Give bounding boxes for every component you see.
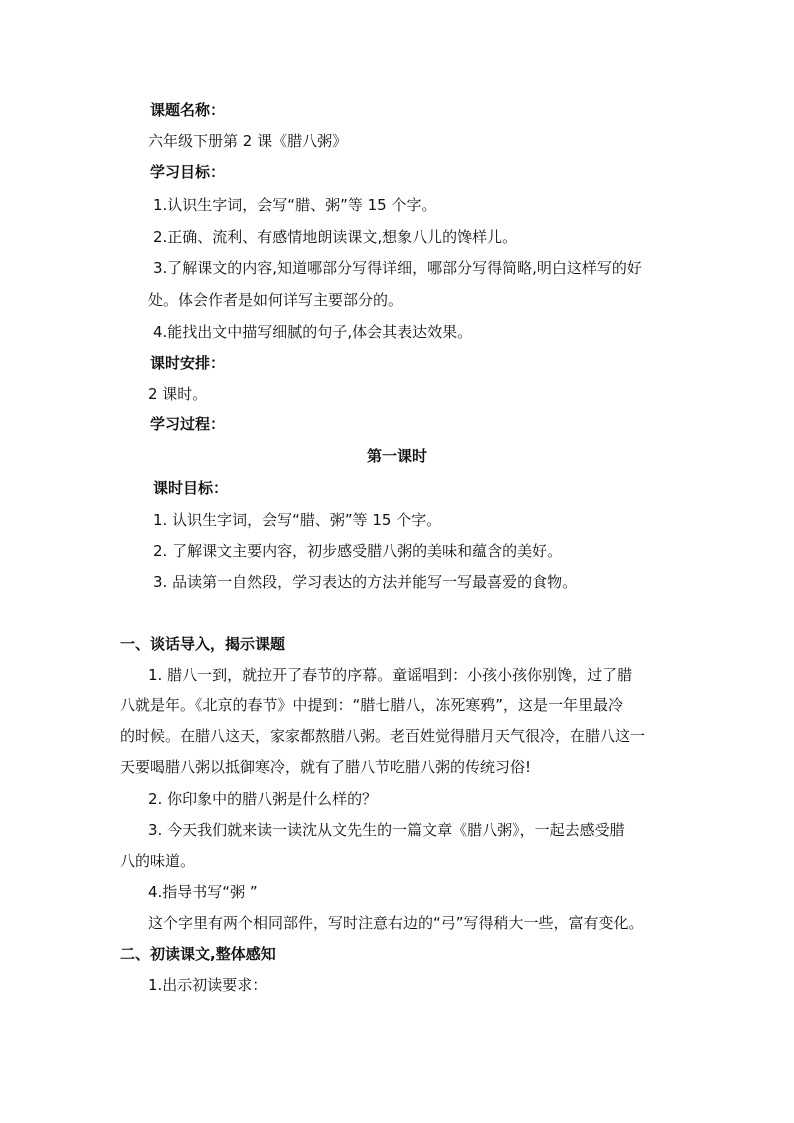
paragraph-line: 3. 今天我们就来读一读沈从文先生的一篇文章《腊八粥》，一起去感受腊	[148, 821, 625, 839]
learning-goal-item: 4.能找出文中描写细腻的句子,体会其表达效果。	[153, 323, 473, 341]
learning-goal-item: 2.正确、流利、有感情地朗读课文,想象八儿的馋样儿。	[153, 228, 518, 246]
paragraph-line: 八就是年。《北京的春节》中提到：“腊七腊八，冻死寒鸦”，这是一年里最冷	[120, 696, 624, 714]
paragraph-line: 4.指导书写“粥 ”	[148, 883, 258, 901]
lesson-goal-item: 1. 认识生字词，会写“腊、粥”等 15 个字。	[153, 511, 442, 529]
schedule-text: 2 课时。	[148, 385, 208, 403]
section-2-title: 二、初读课文,整体感知	[120, 945, 276, 963]
paragraph-line: 天要喝腊八粥以抵御寒冷，就有了腊八节吃腊八粥的传统习俗!	[120, 758, 532, 776]
learning-goals-label: 学习目标：	[150, 163, 226, 181]
paragraph-line: 这个字里有两个相同部件，写时注意右边的“弓”写得稍大一些，富有变化。	[148, 914, 644, 932]
paragraph-line: 1.出示初读要求：	[148, 976, 268, 994]
learning-goal-item-continued: 处。体会作者是如何详写主要部分的。	[148, 291, 404, 309]
process-label: 学习过程：	[150, 415, 226, 433]
paragraph-line: 的时候。在腊八这天，家家都熬腊八粥。老百姓觉得腊月天气很冷，在腊八这一	[120, 727, 646, 745]
learning-goal-item: 1.认识生字词，会写“腊、粥”等 15 个字。	[153, 196, 437, 214]
course-name: 六年级下册第 2 课《腊八粥》	[148, 132, 348, 150]
paragraph-line: 八的味道。	[120, 852, 196, 870]
lesson-goals-label: 课时目标：	[153, 479, 229, 497]
lesson-title: 第一课时	[366, 447, 427, 465]
course-name-label: 课题名称：	[150, 101, 226, 119]
lesson-goal-item: 2. 了解课文主要内容，初步感受腊八粥的美味和蕴含的美好。	[153, 542, 563, 560]
lesson-goal-item: 3. 品读第一自然段，学习表达的方法并能写一写最喜爱的食物。	[153, 573, 578, 591]
paragraph-line: 2. 你印象中的腊八粥是什么样的？	[148, 790, 378, 808]
learning-goal-item: 3.了解课文的内容,知道哪部分写得详细，哪部分写得简略,明白这样写的好	[153, 259, 642, 277]
section-1-title: 一、谈话导入，揭示课题	[120, 635, 286, 653]
schedule-label: 课时安排：	[150, 354, 226, 372]
paragraph-line: 1. 腊八一到，就拉开了春节的序幕。童谣唱到：小孩小孩你别馋，过了腊	[148, 666, 633, 684]
